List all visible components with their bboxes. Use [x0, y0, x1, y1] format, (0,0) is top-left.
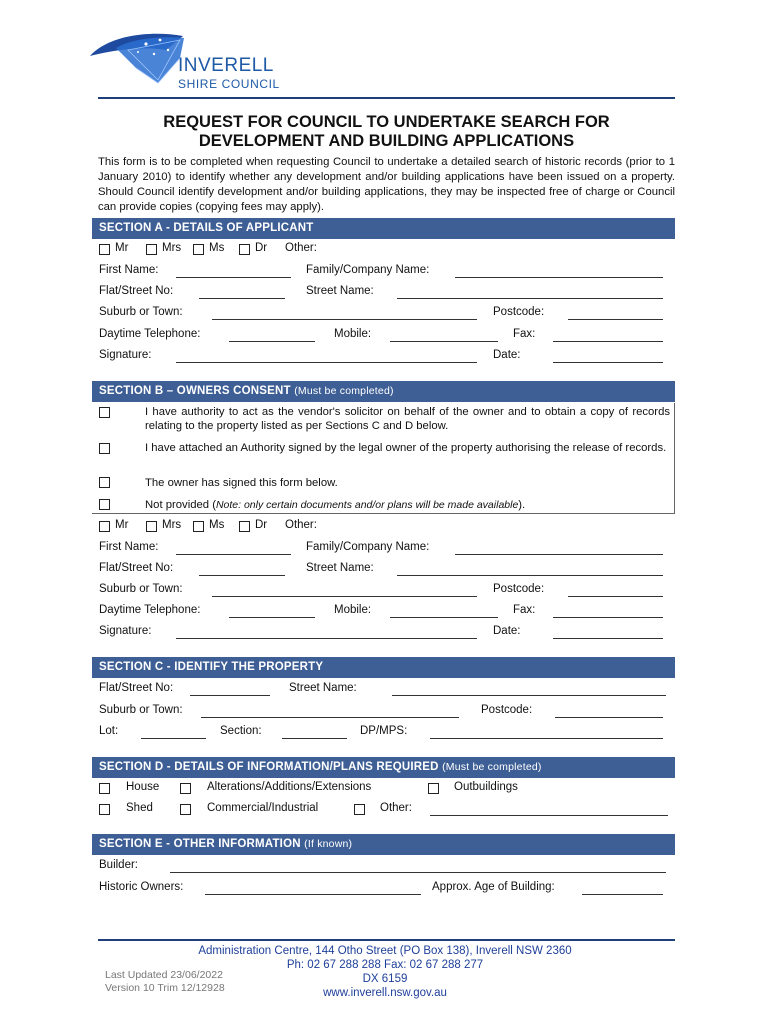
- shed-checkbox[interactable]: [99, 804, 110, 815]
- not-provided-note: Note: only certain documents and/or plans will be made available: [215, 499, 519, 511]
- alterations-checkbox[interactable]: [180, 783, 191, 794]
- other-plans-checkbox[interactable]: [354, 804, 365, 815]
- property-suburb-field[interactable]: [201, 717, 459, 718]
- last-updated: Last Updated 23/06/2022: [105, 969, 223, 981]
- date-field[interactable]: [553, 362, 663, 363]
- commercial-label: Commercial/Industrial: [207, 802, 319, 814]
- flat-street-label: Flat/Street No:: [99, 285, 174, 297]
- section-a-title: SECTION A - DETAILS OF APPLICANT: [99, 222, 314, 234]
- not-provided-checkbox[interactable]: [99, 499, 110, 510]
- street-name-label: Street Name:: [306, 285, 374, 297]
- owner-mrs-checkbox[interactable]: [146, 521, 157, 532]
- historic-owners-label: Historic Owners:: [99, 881, 184, 893]
- lot-label: Lot:: [99, 725, 119, 737]
- other-label: Other:: [285, 242, 317, 254]
- header-divider: [98, 97, 675, 99]
- footer-website[interactable]: www.inverell.nsw.gov.au: [323, 987, 447, 999]
- owner-fax-field[interactable]: [553, 617, 663, 618]
- dpmps-field[interactable]: [430, 738, 663, 739]
- shed-label: Shed: [126, 802, 153, 814]
- owner-suburb-label: Suburb or Town:: [99, 583, 183, 595]
- owner-date-label: Date:: [493, 625, 521, 637]
- fax-field[interactable]: [553, 341, 663, 342]
- mr-label: Mr: [115, 242, 129, 254]
- owner-dr-label: Dr: [255, 519, 268, 531]
- daytime-telephone-label: Daytime Telephone:: [99, 328, 201, 340]
- date-label: Date:: [493, 349, 521, 361]
- section-b-divider: [92, 513, 675, 514]
- not-provided-main: Not provided (: [145, 499, 216, 511]
- property-flat-street-label: Flat/Street No:: [99, 682, 174, 694]
- owner-daytime-telephone-label: Daytime Telephone:: [99, 604, 201, 616]
- section-d-title: SECTION D - DETAILS OF INFORMATION/PLANS REQUIRED: [99, 761, 439, 773]
- section-b-note: (Must be completed): [294, 385, 394, 397]
- building-age-label: Approx. Age of Building:: [432, 881, 555, 893]
- property-suburb-label: Suburb or Town:: [99, 704, 183, 716]
- owner-street-name-label: Street Name:: [306, 562, 374, 574]
- attached-authority-checkbox[interactable]: [99, 443, 110, 454]
- not-provided-end: ).: [518, 499, 526, 511]
- section-d-header: [92, 757, 675, 778]
- property-postcode-label: Postcode:: [481, 704, 533, 716]
- dpmps-label: DP/MPS:: [360, 725, 408, 737]
- owner-family-name-label: Family/Company Name:: [306, 541, 430, 553]
- owner-flat-street-label: Flat/Street No:: [99, 562, 174, 574]
- ms-checkbox[interactable]: [193, 244, 204, 255]
- council-logo: [88, 28, 188, 98]
- section-b-header: [92, 381, 675, 402]
- house-label: House: [126, 781, 160, 793]
- alterations-label: Alterations/Additions/Extensions: [207, 781, 372, 793]
- mobile-label: Mobile:: [334, 328, 372, 340]
- postcode-label: Postcode:: [493, 306, 545, 318]
- first-name-field[interactable]: [176, 277, 291, 278]
- section-e-note: (If known): [304, 838, 353, 850]
- section-b-title: SECTION B – OWNERS CONSENT: [99, 385, 291, 397]
- logo-name: INVERELL: [178, 55, 274, 76]
- form-title-line1: REQUEST FOR COUNCIL TO UNDERTAKE SEARCH FOR: [163, 113, 610, 131]
- owner-first-name-field[interactable]: [176, 554, 291, 555]
- builder-label: Builder:: [99, 859, 138, 871]
- intro-paragraph: This form is to be completed when requesting Council to undertake a detailed search of historic records (prior to 1 January 2010) to identify whether any development and/or building applications have been issued on a property. Should Council identify development and/or building applications, they may be inspected free of charge or Council can provide copies (copying fees may apply).: [98, 156, 675, 213]
- mrs-label: Mrs: [162, 242, 182, 254]
- footer-phone: Ph: 02 67 288 288 Fax: 02 67 288 277: [286, 959, 484, 971]
- footer-divider: [98, 939, 675, 941]
- property-postcode-field[interactable]: [555, 717, 663, 718]
- owner-mr-label: Mr: [115, 519, 129, 531]
- section-c-title: SECTION C - IDENTIFY THE PROPERTY: [99, 661, 324, 673]
- signature-field[interactable]: [176, 362, 477, 363]
- owner-first-name-label: First Name:: [99, 541, 159, 553]
- section-label: Section:: [220, 725, 262, 737]
- other-plans-field[interactable]: [430, 815, 668, 816]
- owner-fax-label: Fax:: [513, 604, 536, 616]
- owner-street-name-field[interactable]: [397, 575, 663, 576]
- family-name-field[interactable]: [455, 277, 663, 278]
- postcode-field[interactable]: [568, 319, 663, 320]
- owner-signature-field[interactable]: [176, 638, 477, 639]
- commercial-checkbox[interactable]: [180, 804, 191, 815]
- other-plans-label: Other:: [380, 802, 412, 814]
- owner-flat-street-field[interactable]: [199, 575, 285, 576]
- builder-field[interactable]: [170, 872, 666, 873]
- solicitor-authority-text: I have authority to act as the vendor's solicitor on behalf of the owner and to obtain a copy of records relating to the property listed as per Sections C and D below.: [145, 406, 670, 432]
- form-title-line2: DEVELOPMENT AND BUILDING APPLICATIONS: [198, 132, 575, 150]
- house-checkbox[interactable]: [99, 783, 110, 794]
- owner-daytime-telephone-field[interactable]: [229, 617, 315, 618]
- fax-label: Fax:: [513, 328, 536, 340]
- attached-authority-text: I have attached an Authority signed by the legal owner of the property authorising the release of records.: [145, 442, 667, 454]
- first-name-label: First Name:: [99, 264, 159, 276]
- logo-subtitle: SHIRE COUNCIL: [178, 77, 280, 91]
- owner-mr-checkbox[interactable]: [99, 521, 110, 532]
- section-d-note: (Must be completed): [442, 761, 542, 773]
- version-info: Version 10 Trim 12/12928: [105, 982, 225, 994]
- suburb-label: Suburb or Town:: [99, 306, 183, 318]
- dr-checkbox[interactable]: [239, 244, 250, 255]
- daytime-telephone-field[interactable]: [229, 341, 315, 342]
- owner-other-label: Other:: [285, 519, 317, 531]
- owner-dr-checkbox[interactable]: [239, 521, 250, 532]
- owner-signed-text: The owner has signed this form below.: [145, 477, 338, 489]
- owner-date-field[interactable]: [553, 638, 663, 639]
- owner-suburb-field[interactable]: [212, 596, 477, 597]
- owner-ms-label: Ms: [209, 519, 225, 531]
- property-street-name-label: Street Name:: [289, 682, 357, 694]
- section-e-title: SECTION E - OTHER INFORMATION: [99, 838, 301, 850]
- footer-dx: DX 6159: [362, 973, 408, 985]
- owner-postcode-label: Postcode:: [493, 583, 545, 595]
- owner-family-name-field[interactable]: [455, 554, 663, 555]
- mobile-field[interactable]: [390, 341, 498, 342]
- historic-owners-field[interactable]: [205, 894, 421, 895]
- mrs-checkbox[interactable]: [146, 244, 157, 255]
- section-field[interactable]: [282, 738, 347, 739]
- section-b-border: [674, 403, 675, 513]
- not-provided-text: [145, 498, 670, 512]
- owner-mobile-label: Mobile:: [334, 604, 372, 616]
- mr-checkbox[interactable]: [99, 244, 110, 255]
- ms-label: Ms: [209, 242, 225, 254]
- owner-mobile-field[interactable]: [390, 617, 498, 618]
- section-c-header: [92, 657, 675, 678]
- solicitor-authority-checkbox[interactable]: [99, 407, 110, 418]
- outbuildings-label: Outbuildings: [454, 781, 518, 793]
- dr-label: Dr: [255, 242, 268, 254]
- property-flat-street-field[interactable]: [190, 695, 270, 696]
- section-e-header: [92, 834, 675, 855]
- property-street-name-field[interactable]: [392, 695, 666, 696]
- owner-signed-checkbox[interactable]: [99, 477, 110, 488]
- suburb-field[interactable]: [212, 319, 477, 320]
- section-a-header: [92, 218, 675, 239]
- lot-field[interactable]: [141, 738, 206, 739]
- building-age-field[interactable]: [582, 894, 663, 895]
- owner-signature-label: Signature:: [99, 625, 152, 637]
- owner-mrs-label: Mrs: [162, 519, 182, 531]
- street-name-field[interactable]: [397, 298, 663, 299]
- owner-ms-checkbox[interactable]: [193, 521, 204, 532]
- flat-street-field[interactable]: [199, 298, 285, 299]
- owner-postcode-field[interactable]: [568, 596, 663, 597]
- logo-emblem-icon: [88, 28, 188, 98]
- family-name-label: Family/Company Name:: [306, 264, 430, 276]
- footer-address: Administration Centre, 144 Otho Street (PO Box 138), Inverell NSW 2360: [198, 945, 572, 957]
- signature-label: Signature:: [99, 349, 152, 361]
- outbuildings-checkbox[interactable]: [428, 783, 439, 794]
